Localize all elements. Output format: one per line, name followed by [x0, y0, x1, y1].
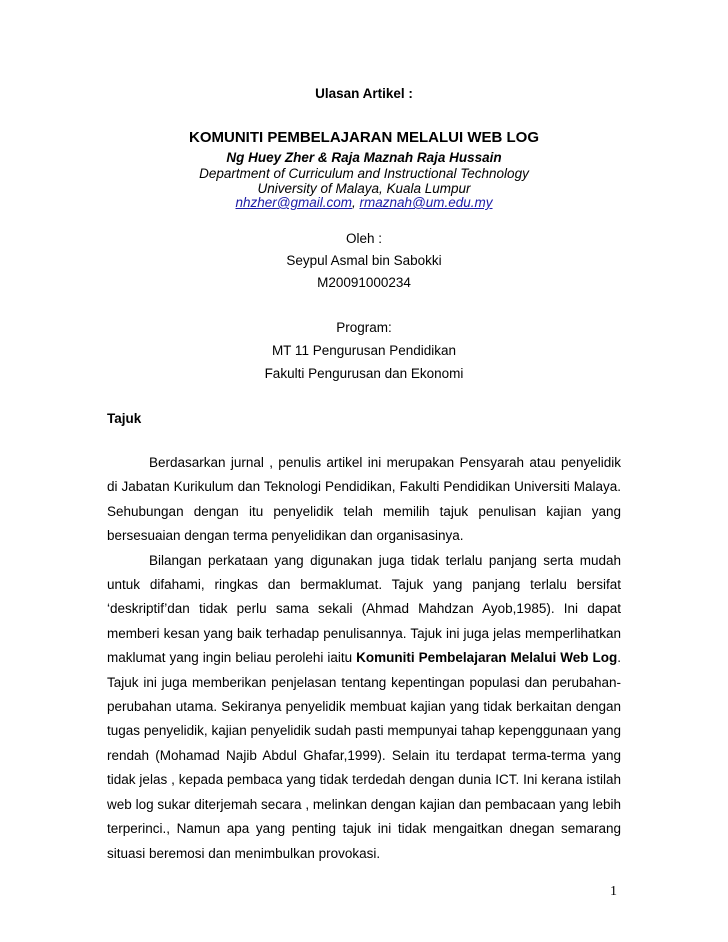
- section-body: [107, 451, 621, 866]
- program-label: Program:: [336, 320, 392, 335]
- article-department: Department of Curriculum and Instructional Technology: [199, 166, 529, 181]
- paragraph-2: [107, 549, 621, 866]
- program-name: MT 11 Pengurusan Pendidikan: [271, 343, 457, 358]
- paragraph-2-start: Bilangan perkataan yang digunakan juga tidak terlalu panjang serta mudah untuk difahami, ringkas dan bermaklumat. Tajuk yang panjang terlalu bersifat ‘deskriptif’dan tidak perlu sama sekali (Ahmad Mahdzan Ayob,1985). Ini dapat memberi kesan yang baik terhadap penulisannya. Tajuk ini juga jelas memperlihatkan maklumat yang ingin beliau perolehi iaitu: [107, 552, 621, 666]
- article-emails: [0, 195, 728, 210]
- paragraph-2-bold-title: Komuniti Pembelajaran Melalui Web Log: [356, 650, 618, 666]
- paragraph-2-end: . Tajuk ini juga memberikan penjelasan tentang kepentingan populasi dan perubahan-perubahan utama. Sekiranya penyelidik membuat kajian yang tidak berkaitan dengan tugas penyelidik, kajian penyelidik sudah pasti mempunyai tahap kepenggunaan yang rendah (Mohamad Najib Abdul Ghafar,1999). Selain itu terdapat terma-terma yang tidak jelas , kepada pembaca yang tidak terdedah dengan dunia ICT. Ini kerana istilah web log sukar diterjemah secara , melinkan dengan kajian dan pembacaan yang lebih terperinci., Namun apa yang penting tajuk ini tidak mengaitkan dnegan semarang situasi beremosi dan menimbulkan provokasi.: [107, 650, 621, 861]
- reviewer-by-label: Oleh :: [345, 231, 383, 246]
- program-faculty: Fakulti Pengurusan dan Ekonomi: [264, 366, 464, 381]
- email-link-1[interactable]: nhzher@gmail.com: [235, 195, 352, 210]
- reviewer-matric: M20091000234: [317, 275, 411, 290]
- email-separator: ,: [351, 195, 360, 210]
- article-university: University of Malaya, Kuala Lumpur: [257, 181, 471, 196]
- page-number: 1: [610, 884, 617, 899]
- review-label: Ulasan Artikel :: [315, 86, 413, 101]
- section-heading: Tajuk: [107, 411, 142, 426]
- article-authors: Ng Huey Zher & Raja Maznah Raja Hussain: [226, 150, 502, 165]
- paragraph-1: Berdasarkan jurnal , penulis artikel ini merupakan Pensyarah atau penyelidik di Jabatan Kurikulum dan Teknologi Pendidikan, Fakulti Pendidikan Universiti Malaya. Sehubungan dengan itu penyelidik telah memilih tajuk penulisan kajian yang bersesuaian dengan terma penyelidikan dan organisasinya.: [107, 455, 621, 544]
- reviewer-name: Seypul Asmal bin Sabokki: [286, 253, 442, 268]
- email-link-2[interactable]: rmaznah@um.edu.my: [359, 195, 493, 210]
- article-title: KOMUNITI PEMBELAJARAN MELALUI WEB LOG: [189, 129, 539, 146]
